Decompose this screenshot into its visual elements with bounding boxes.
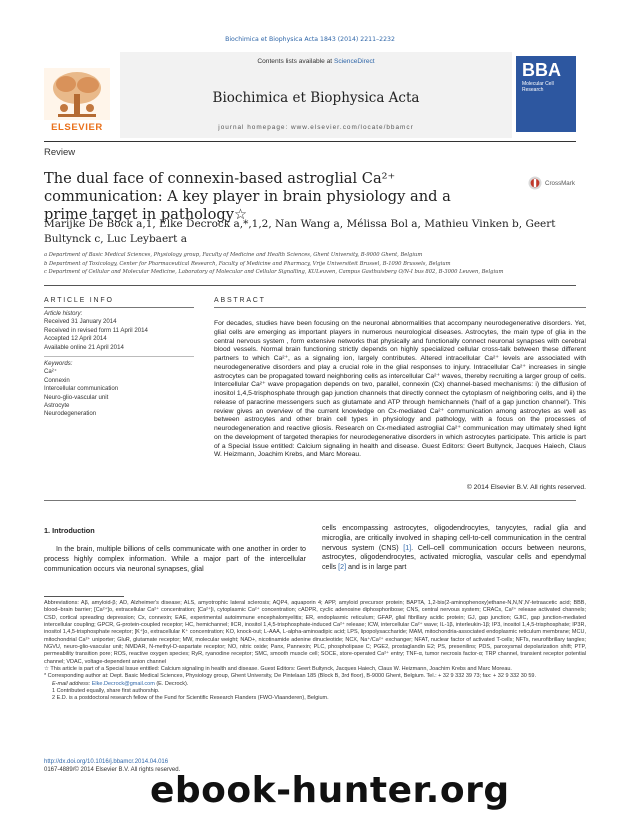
email-suffix: (E. Decrock). [154, 680, 189, 687]
article-type: Review [44, 147, 76, 158]
keyword: Intercellular communication [44, 385, 119, 393]
email-link[interactable]: Elke.Decrock@gmail.com [91, 680, 155, 687]
history-online: Available online 21 April 2014 [44, 343, 124, 351]
intro-right-text-a: cells encompassing astrocytes, oligodendrocytes, tanycytes, radial glia and microglia, are critically involved in shaping cell-to-cell communication in the central nervous system (CNS) [322, 524, 586, 552]
equal-contribution-footnote: 1 Contributed equally, share first authorship. [52, 688, 160, 695]
journal-homepage[interactable]: journal homepage: www.elsevier.com/locate/bbamcr [218, 124, 414, 131]
abstract-bottom-rule [44, 500, 576, 501]
affiliation-b: b Department of Toxicology, Center for Pharmaceutical Research, Faculty of Medicine and Pharmacy, Vrije Universiteit Brussel, B-1090 Brussels, Belgium [44, 260, 451, 267]
affiliation-a: a Department of Basic Medical Sciences, Physiology group, Faculty of Medicine and Health Sciences, Ghent University, B-9000 Ghent, Belgium [44, 252, 423, 258]
intro-right-text-c: and is in large part [346, 563, 407, 572]
contents-prefix: Contents lists available at [257, 58, 334, 65]
history-label: Article history: [44, 310, 83, 317]
special-issue-footnote: ☆ This article is part of a Special Issue entitled: Calcium signaling in health and disease. Guest Editors: Geert Bultynck, Jacques Haiech, Claus W. Heizmann, Joachim Krebs and Marc Moreau. [44, 666, 512, 673]
publisher-logo-text: ELSEVIER [51, 122, 103, 133]
journal-citation[interactable]: Biochimica et Biophysica Acta 1843 (2014) 2211–2232 [225, 36, 395, 43]
crossmark-label[interactable]: CrossMark [545, 180, 575, 187]
keyword: Ca²⁺ [44, 368, 58, 376]
article-title: The dual face of connexin-based astroglial Ca²⁺ communication: A key player in brain physiology and a prime target in pathology☆ [44, 170, 451, 223]
email-footnote [44, 681, 586, 688]
keyword: Neurodegeneration [44, 410, 97, 418]
issn-line: 0167-4889/© 2014 Elsevier B.V. All rights reserved. [44, 767, 181, 773]
info-divider [44, 352, 194, 357]
history-received: Received 31 January 2014 [44, 318, 117, 326]
abstract-heading: ABSTRACT [214, 297, 266, 304]
keyword: Astrocyte [44, 402, 70, 410]
affiliation-rule [44, 285, 576, 286]
intro-right-text-b: . Cell–cell communication occurs between neurons, astrocytes, oligodendrocytes, activated microglia, vascular cells and ependymal cells [322, 543, 586, 572]
footnotes [44, 600, 586, 703]
header-rule [44, 141, 576, 142]
funding-footnote: 2 E.D. is a postdoctoral research fellow of the Fund for Scientific Research Flanders (FWO-Vlaanderen), Belgium. [52, 695, 329, 702]
affiliation-c: c Department of Cellular and Molecular Medicine, Laboratory of Molecular and Cellular Signalling, KULeuven, Campus Gasthuisberg O/N-I bus 802, B-3000 Leuven, Belgium [44, 269, 504, 276]
section-heading-introduction: 1. Introduction [44, 526, 95, 535]
journal-title: Biochimica et Biophysica Acta [212, 90, 420, 106]
keywords-label: Keywords: [44, 360, 73, 368]
site-watermark: ebook-hunter.org [150, 770, 510, 811]
abbreviations-footnote: Abbreviations: Aβ, amyloid-β; AD, Alzheimer's disease; ALS, amyotrophic lateral sclerosis; AQP4, aquaporin 4; APP, amyloid precursor protein; BAPTA, 1,2-bis(2-aminophenoxy)ethane-N,N,N',N'-tetraacetic acid; BBB, blood–brain barrier; [Ca²⁺]o, extracellular Ca²⁺ concentration; [Ca²⁺]i, cytoplasmic Ca²⁺ concentration; cADPR, cyclic adenosine diphosphoribose; CNS, central nervous system; CRACs, Ca²⁺ release activated channels; CSD, cortical spreading depression; Cx, connexin; EAE, experimental autoimmune encephalomyelitis; ER, endoplasmic reticulum; GFAP, glial fibrillary acidic protein; GJ, gap junction; GJIC, gap junction-mediated intercellular coupling; GPCR, G-protein-coupled receptor; HC, hemichannel; IICR, inositol 1,4,5-trisphosphate-induced Ca²⁺ release; ICW, intercellular Ca²⁺ wave; IL-1β, interleukin-1β; IP3, inositol 1,4,5-trisphosphate; IP3R, inositol 1,4,5-trisphosphate receptor; [K⁺]o, extracellular K⁺ concentration; KO, knock-out; L-AAA, L-alpha-aminoadipic acid; LPS, lipopolysaccharide; MAM, mitochondria-associated endoplasmic reticulum membrane; MCU, mitochondrial Ca²⁺ uniporter; GluR, glutamate receptor; MW, molecular weight; NAD+, nicotinamide adenine dinucleotide; NCX, Na⁺/Ca²⁺ exchanger; NFAT, nuclear factor of activated T-cells; NFTs, neurofibrillary tangles; NGVU, neuro-glio-vascular unit; NMDAR, N-methyl-D-aspartate receptor; NO, nitric oxide; Panx, Pannexin; PLC, phospholipase C; PGE2, prostaglandin E2; PS, presenilins; PDS, paroxysmal depolarization shift; PTP, permeability transition pore; ROS, reactive oxygen species; RyR, ryanodine receptor; SMC, smooth muscle cell; SOCE, store-operated Ca²⁺ entry; TNF-α, tumor necrosis factor-α; TRP channel, transient receptor potential channel; VDAC, voltage-dependent anion channel [44, 600, 586, 665]
abstract-copyright: © 2014 Elsevier B.V. All rights reserved. [466, 484, 586, 491]
sciencedirect-link[interactable]: ScienceDirect [333, 58, 375, 65]
email-label: E-mail address: [52, 680, 92, 687]
corresponding-author-footnote: * Corresponding author at: Dept. Basic Medical Sciences, Physiology group, Ghent University, De Pintelaan 185 (Block B, 3rd floor), B-9000 Ghent, Belgium. Tel.: + 32 9 332 39 73; fax: + 32 9 332 30 59. [44, 673, 537, 680]
abstract-rule [214, 307, 586, 308]
affiliations [44, 251, 584, 277]
crossmark-icon[interactable] [528, 176, 542, 190]
article-info-heading: ARTICLE INFO [44, 297, 114, 304]
doi-link[interactable]: http://dx.doi.org/10.1016/j.bbamcr.2014.04.016 [44, 759, 169, 765]
intro-right-column [322, 524, 586, 573]
reference-link-1[interactable]: [1] [403, 543, 412, 552]
article-info [44, 310, 194, 419]
intro-left-column: In the brain, multiple billions of cells communicate with one another in order to process highly complex information. While a major part of the intercellular communication occurs via neuronal synapses, glial [44, 545, 306, 573]
article-info-rule [44, 307, 194, 308]
footnote-rule [44, 596, 124, 597]
history-accepted: Accepted 12 April 2014 [44, 335, 107, 343]
journal-cover-thumbnail [516, 56, 576, 132]
history-revised: Received in revised form 11 April 2014 [44, 326, 148, 334]
reference-link-2[interactable]: [2] [338, 563, 347, 572]
abstract-text: For decades, studies have been focusing on the neuronal abnormalities that accompany neurodegenerative disorders. Yet, glial cells are emerging as important players in numerous neurological diseases. Astrocytes, the main type of glia in the central nervous system , form extensive networks that physically and functionally connect neuronal synapses with cerebral blood vessels. Normal brain functioning strictly depends on highly specialized cellular cross-talk between these different partners to which Ca²⁺, as a signaling ion, largely contributes. Altered intracellular Ca²⁺ levels are associated with neurodegenerative disorders and play a crucial role in the glial responses to injury. Intracellular Ca²⁺ increases in single astrocytes can be propagated toward neighboring cells as intercellular Ca²⁺ waves, thereby recruiting a larger group of cells. Intercellular Ca²⁺ wave propagation depends on two, parallel, connexin (Cx) channel-based mechanisms: i) the diffusion of inositol 1,4,5-trisphosphate through gap junction channels that directly connect the cytoplasm of neighboring cells, and ii) the release of paracrine messengers such as glutamate and ATP through hemichannels ('half of a gap junction channel'). This review gives an overview of the current knowledge on Cx-mediated Ca²⁺ communication among astrocytes as well as between astrocytes and other brain cell types in physiology and pathology, with a focus on the processes of neurodegeneration and reactive gliosis. Research on Cx-mediated astroglial Ca²⁺ communication may ultimately shed light on the development of targeted therapies for neurodegenerative disorders in which astrocytes participate. This article is part of a Special Issue entitled: Calcium signaling in health and disease. Guest Editors: Geert Bultynck, Jacques Haiech, Claus W. Heizmann, Joachim Krebs, and Marc Moreau. [214, 320, 586, 459]
cover-title: BBA [522, 60, 561, 80]
contents-line [120, 58, 512, 65]
author-list[interactable]: Marijke De Bock a,1, Elke Decrock a,*,1,2, Nan Wang a, Mélissa Bol a, Mathieu Vinken b, Geert Bultynck c, Luc Leybaert a [44, 218, 556, 245]
cover-subtitle: Molecular Cell Research [522, 81, 554, 93]
keyword: Neuro-glio-vascular unit [44, 393, 109, 401]
keyword: Connexin [44, 376, 70, 384]
